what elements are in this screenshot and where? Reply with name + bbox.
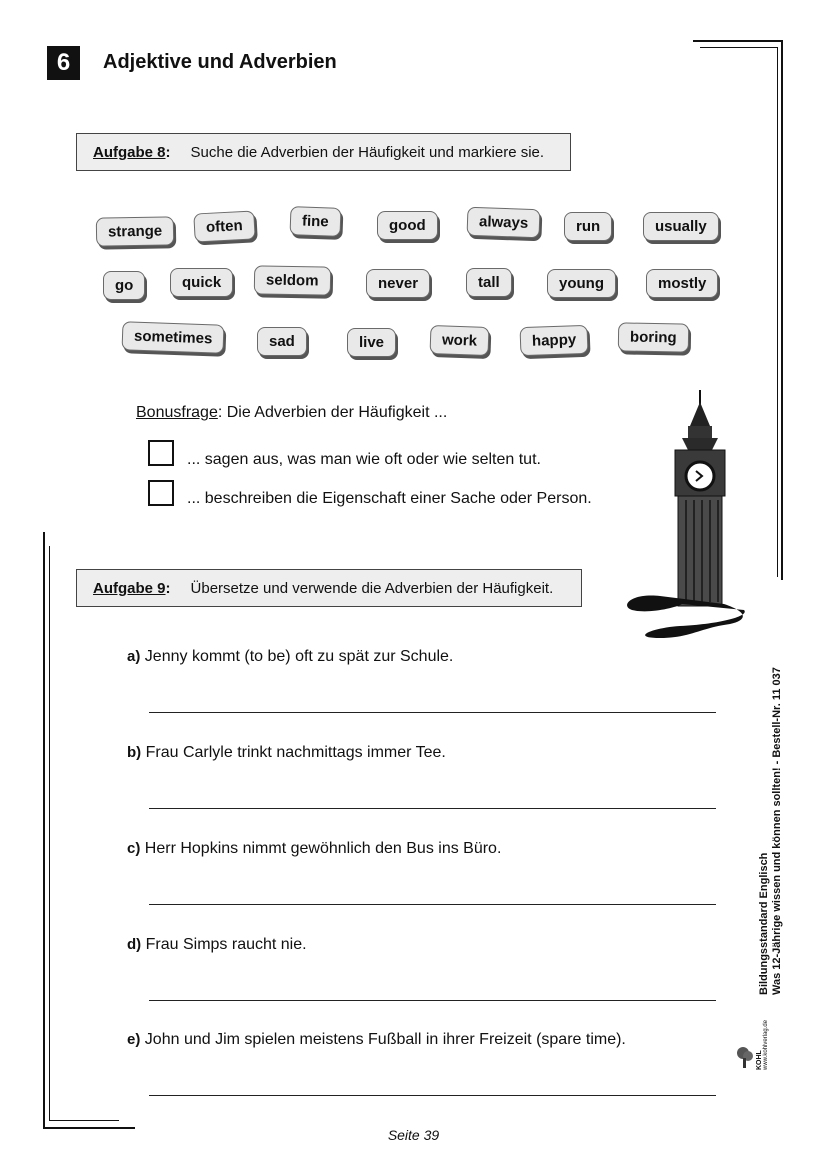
question-item xyxy=(127,744,446,762)
word-tile[interactable]: fine xyxy=(290,206,342,237)
task9-colon: : xyxy=(165,579,171,597)
frame-line xyxy=(700,47,778,48)
word-tile[interactable]: usually xyxy=(643,212,719,241)
word-tile[interactable]: strange xyxy=(96,216,175,246)
task8-box xyxy=(76,133,571,171)
question-letter: a) xyxy=(127,648,141,665)
frame-line xyxy=(49,546,50,1121)
answer-line[interactable] xyxy=(149,808,716,809)
question-text: John und Jim spielen meistens Fußball in ihrer Freizeit (spare time). xyxy=(144,1031,626,1048)
answer-line[interactable] xyxy=(149,712,716,713)
question-letter: d) xyxy=(127,936,142,953)
frame-line xyxy=(781,40,783,580)
sidebar-line1: Bildungsstandard Englisch xyxy=(758,852,770,995)
word-tile[interactable]: never xyxy=(366,269,430,298)
publisher-tree-icon xyxy=(735,1044,755,1070)
word-tile[interactable]: happy xyxy=(520,325,589,356)
word-tile[interactable]: sometimes xyxy=(122,321,225,354)
word-tile[interactable]: run xyxy=(564,212,612,241)
question-letter: b) xyxy=(127,744,142,761)
question-text: Frau Simps raucht nie. xyxy=(145,936,307,953)
question-text: Herr Hopkins nimmt gewöhnlich den Bus ins Büro. xyxy=(144,840,502,857)
word-tile[interactable]: often xyxy=(193,210,255,242)
frame-line xyxy=(43,532,45,1129)
word-tile[interactable]: good xyxy=(377,211,438,240)
word-tile[interactable]: mostly xyxy=(646,269,718,298)
bonus-question-text: : Die Adverbien der Häufigkeit ... xyxy=(217,404,448,421)
word-tile[interactable]: boring xyxy=(618,322,689,352)
sidebar-line2: Was 12-Jährige wissen und können sollten! - Bestell-Nr. 11 037 xyxy=(771,667,783,995)
bonus-option-text: ... sagen aus, was man wie oft oder wie selten tut. xyxy=(187,451,541,468)
frame-line xyxy=(693,40,783,42)
question-letter: e) xyxy=(127,1031,141,1048)
bonus-option-checkbox[interactable] xyxy=(148,440,174,466)
publisher-text xyxy=(756,1020,770,1070)
publisher-name: KOHL xyxy=(756,1050,763,1070)
publisher-url: www.kohlverlag.de xyxy=(763,1019,769,1070)
frame-line xyxy=(49,1120,119,1121)
word-tile[interactable]: go xyxy=(103,271,145,300)
bonus-option-checkbox[interactable] xyxy=(148,480,174,506)
page-title: Adjektive und Adverbien xyxy=(103,51,337,73)
word-tile[interactable]: live xyxy=(347,328,396,357)
word-tile[interactable]: young xyxy=(547,269,616,298)
question-item xyxy=(127,936,307,954)
word-tile[interactable]: always xyxy=(467,207,541,239)
question-text: Frau Carlyle trinkt nachmittags immer Tee. xyxy=(145,744,446,761)
question-item xyxy=(127,648,453,666)
answer-line[interactable] xyxy=(149,1095,716,1096)
question-text: Jenny kommt (to be) oft zu spät zur Schule. xyxy=(144,648,454,665)
sidebar-text xyxy=(758,667,784,995)
question-letter: c) xyxy=(127,840,141,857)
question-item xyxy=(127,1031,626,1049)
frame-line xyxy=(777,47,778,577)
word-tile[interactable]: work xyxy=(430,325,490,356)
page-number: Seite 39 xyxy=(387,1127,440,1143)
word-tile[interactable]: sad xyxy=(257,327,307,356)
task8-instruction: Suche die Adverbien der Häufigkeit und markiere sie. xyxy=(190,143,545,161)
chapter-number: 6 xyxy=(47,46,80,80)
task8-label: Aufgabe 8 xyxy=(93,143,166,161)
big-ben-illustration xyxy=(620,388,750,640)
answer-line[interactable] xyxy=(149,1000,716,1001)
task9-label: Aufgabe 9 xyxy=(93,579,166,597)
word-tile[interactable]: seldom xyxy=(254,265,331,295)
task8-colon: : xyxy=(165,143,171,161)
task9-box xyxy=(76,569,582,607)
word-tile[interactable]: quick xyxy=(170,268,233,297)
answer-line[interactable] xyxy=(149,904,716,905)
word-tile[interactable]: tall xyxy=(466,268,512,297)
bonus-option-text: ... beschreiben die Eigenschaft einer Sache oder Person. xyxy=(187,490,592,507)
bonus-label: Bonusfrage xyxy=(136,404,218,421)
task9-instruction: Übersetze und verwende die Adverbien der Häufigkeit. xyxy=(190,579,554,597)
question-item xyxy=(127,840,501,858)
bonus-question xyxy=(136,404,447,422)
